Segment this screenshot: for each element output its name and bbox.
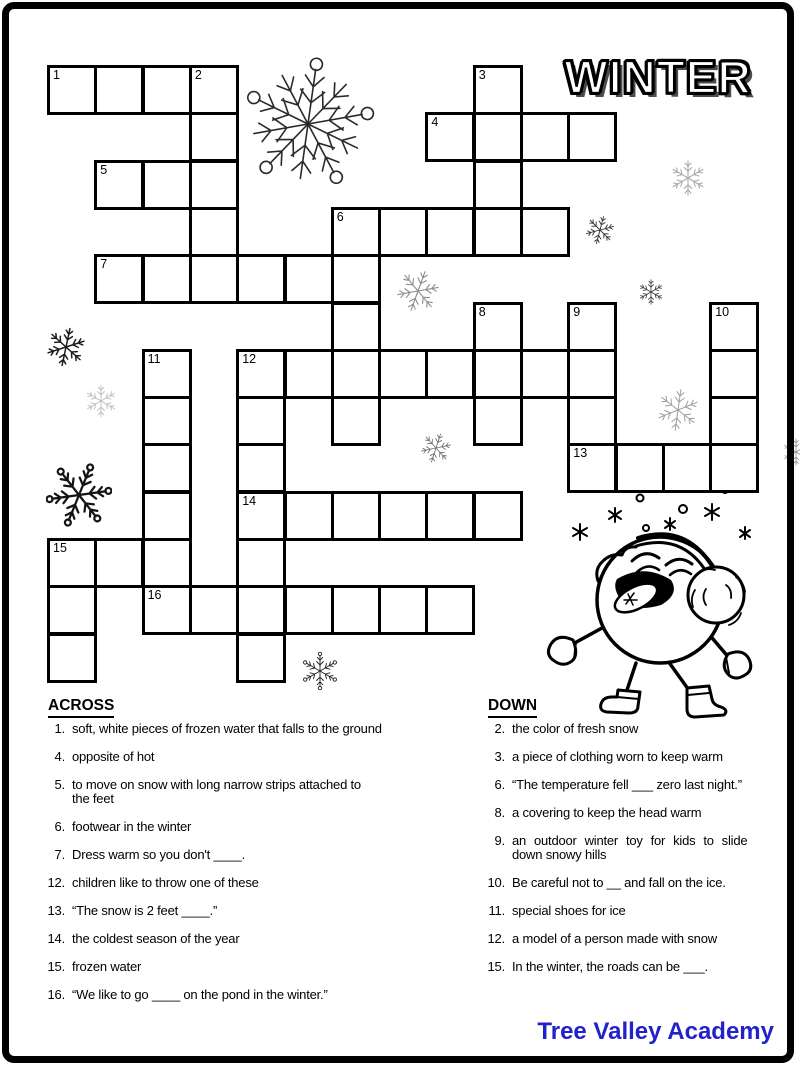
grid-cell[interactable]: [142, 349, 192, 399]
cell-number: 10: [715, 304, 730, 319]
grid-cell[interactable]: [236, 585, 286, 635]
clue-number: 16.: [47, 987, 65, 1002]
grid-cell[interactable]: [709, 349, 759, 399]
across-clues: [40, 722, 442, 1016]
grid-cell[interactable]: [94, 538, 144, 588]
across-clue-14: [40, 932, 442, 946]
clue-number: 13.: [47, 903, 65, 918]
down-clue-6: [480, 778, 794, 792]
across-clue-5: [40, 778, 442, 806]
down-clue-8: [480, 806, 794, 820]
grid-cell[interactable]: [520, 349, 570, 399]
cell-number: 5: [100, 162, 108, 177]
clue-number: 7.: [54, 847, 65, 862]
clue-text: children like to throw one of these: [72, 875, 259, 890]
grid-cell[interactable]: [189, 254, 239, 304]
grid-cell[interactable]: [284, 491, 334, 541]
grid-cell[interactable]: [567, 302, 617, 352]
cell-number: 16: [147, 588, 162, 603]
clue-number: 4.: [54, 749, 65, 764]
clue-text: In the winter, the roads can be ___.: [512, 959, 708, 974]
grid-cell[interactable]: [709, 396, 759, 446]
clue-text: “The temperature fell ___ zero last night.”: [512, 777, 742, 792]
grid-cell[interactable]: [142, 538, 192, 588]
clue-text: an outdoor winter toy for kids to slide down snowy hills: [512, 833, 748, 862]
grid-cell[interactable]: [473, 491, 523, 541]
down-clue-15: [480, 960, 794, 974]
brand-footer: Tree Valley Academy: [537, 1018, 774, 1045]
grid-cell[interactable]: [378, 491, 428, 541]
grid-cell[interactable]: [473, 65, 523, 115]
grid-cell[interactable]: [236, 538, 286, 588]
down-clue-10: [480, 876, 794, 890]
grid-cell[interactable]: [473, 349, 523, 399]
grid-cell[interactable]: [520, 207, 570, 257]
across-header: ACROSS: [48, 697, 114, 718]
grid-cell[interactable]: [189, 207, 239, 257]
grid-cell[interactable]: [331, 585, 381, 635]
grid-cell[interactable]: [615, 443, 665, 493]
grid-cell[interactable]: [142, 491, 192, 541]
grid-cell[interactable]: [236, 443, 286, 493]
grid-cell[interactable]: [236, 254, 286, 304]
clue-text: a model of a person made with snow: [512, 931, 717, 946]
grid-cell[interactable]: [94, 65, 144, 115]
clue-number: 15.: [487, 959, 505, 974]
cell-number: 12: [242, 351, 257, 366]
grid-cell[interactable]: [189, 160, 239, 210]
grid-cell[interactable]: [47, 65, 97, 115]
grid-cell[interactable]: [567, 443, 617, 493]
across-clue-15: [40, 960, 442, 974]
grid-cell[interactable]: [284, 585, 334, 635]
clue-text: soft, white pieces of frozen water that falls to the ground: [72, 721, 382, 736]
across-clue-7: [40, 848, 442, 862]
grid-cell[interactable]: [142, 65, 192, 115]
clue-text: footwear in the winter: [72, 819, 192, 834]
grid-cell[interactable]: [473, 302, 523, 352]
clue-number: 8.: [494, 805, 505, 820]
grid-cell[interactable]: [567, 396, 617, 446]
grid-cell[interactable]: [425, 585, 475, 635]
grid-cell[interactable]: [425, 349, 475, 399]
clue-number: 15.: [47, 959, 65, 974]
cell-number: 2: [194, 68, 202, 82]
clue-text: to move on snow with long narrow strips attached to the feet: [72, 777, 361, 806]
grid-cell[interactable]: [189, 65, 239, 115]
cell-number: 4: [431, 115, 439, 130]
clue-number: 10.: [487, 875, 505, 890]
grid-cell[interactable]: [142, 160, 192, 210]
grid-cell[interactable]: [331, 207, 381, 257]
clue-number: 14.: [47, 931, 65, 946]
grid-cell[interactable]: [236, 396, 286, 446]
clue-text: a piece of clothing worn to keep warm: [512, 749, 723, 764]
grid-cell[interactable]: [331, 349, 381, 399]
grid-cell[interactable]: [94, 254, 144, 304]
clue-text: special shoes for ice: [512, 903, 626, 918]
clue-text: “We like to go ____ on the pond in the winter.”: [72, 987, 328, 1002]
grid-cell[interactable]: [236, 349, 286, 399]
grid-cell[interactable]: [520, 112, 570, 162]
grid-cell[interactable]: [473, 160, 523, 210]
clue-number: 1.: [54, 721, 65, 736]
cell-number: 7: [100, 257, 108, 272]
grid-cell[interactable]: [473, 112, 523, 162]
clue-text: the color of fresh snow: [512, 721, 639, 736]
clue-text: frozen water: [72, 959, 142, 974]
clue-number: 5.: [54, 777, 65, 792]
cell-number: 3: [478, 68, 486, 82]
clue-number: 3.: [494, 749, 505, 764]
cell-number: 8: [478, 304, 486, 319]
grid-cell[interactable]: [94, 160, 144, 210]
clue-number: 12.: [487, 931, 505, 946]
grid-cell[interactable]: [47, 633, 97, 683]
grid-cell[interactable]: [189, 112, 239, 162]
across-clue-6: [40, 820, 442, 834]
grid-cell[interactable]: [142, 585, 192, 635]
grid-cell[interactable]: [236, 633, 286, 683]
grid-cell[interactable]: [331, 302, 381, 352]
clue-text: Dress warm so you don't ____.: [72, 847, 245, 862]
cell-number: 15: [53, 541, 67, 555]
grid-cell[interactable]: [284, 254, 334, 304]
grid-cell[interactable]: [473, 207, 523, 257]
winter-title: WINTER: [564, 51, 752, 103]
cell-number: 14: [242, 493, 257, 508]
grid-cell[interactable]: [425, 112, 475, 162]
grid-cell[interactable]: [189, 585, 239, 635]
grid-cell[interactable]: [378, 349, 428, 399]
down-clue-12: [480, 932, 794, 946]
down-clues: [480, 722, 794, 988]
grid-cell[interactable]: [709, 443, 759, 493]
down-header: DOWN: [488, 697, 537, 718]
grid-cell[interactable]: [567, 112, 617, 162]
grid-cell[interactable]: [378, 207, 428, 257]
grid-cell[interactable]: [425, 491, 475, 541]
cell-number: 6: [336, 209, 344, 224]
across-clue-4: [40, 750, 442, 764]
clue-number: 9.: [494, 833, 505, 848]
clue-number: 2.: [494, 721, 505, 736]
grid-cell[interactable]: [709, 302, 759, 352]
down-clue-2: [480, 722, 794, 736]
clue-text: opposite of hot: [72, 749, 155, 764]
clue-number: 6.: [494, 777, 505, 792]
grid-cell[interactable]: [331, 396, 381, 446]
down-clue-11: [480, 904, 794, 918]
clue-text: Be careful not to __ and fall on the ice.: [512, 875, 726, 890]
clue-text: the coldest season of the year: [72, 931, 240, 946]
grid-cell[interactable]: [142, 443, 192, 493]
cell-number: 13: [573, 446, 588, 461]
across-clue-16: [40, 988, 442, 1002]
cell-number: 1: [53, 68, 60, 82]
grid-cell[interactable]: [142, 396, 192, 446]
grid-cell[interactable]: [47, 538, 97, 588]
across-clue-13: [40, 904, 442, 918]
cell-number: 11: [147, 351, 161, 366]
grid-cell[interactable]: [473, 396, 523, 446]
grid-cell[interactable]: [142, 254, 192, 304]
grid-cell[interactable]: [236, 491, 286, 541]
clue-number: 12.: [47, 875, 65, 890]
down-clue-9: [480, 834, 794, 862]
clue-text: “The snow is 2 feet ____.”: [72, 903, 218, 918]
clue-text: a covering to keep the head warm: [512, 805, 702, 820]
clue-number: 6.: [54, 819, 65, 834]
grid-cell[interactable]: [425, 207, 475, 257]
cell-number: 9: [573, 304, 581, 319]
across-clue-1: [40, 722, 442, 736]
down-clue-3: [480, 750, 794, 764]
grid-cell[interactable]: [378, 585, 428, 635]
across-clue-12: [40, 876, 442, 890]
grid-cell[interactable]: [567, 349, 617, 399]
grid-cell[interactable]: [662, 443, 712, 493]
grid-cell[interactable]: [47, 585, 97, 635]
grid-cell[interactable]: [284, 349, 334, 399]
clue-number: 11.: [488, 903, 505, 918]
grid-cell[interactable]: [331, 254, 381, 304]
grid-cell[interactable]: [331, 491, 381, 541]
